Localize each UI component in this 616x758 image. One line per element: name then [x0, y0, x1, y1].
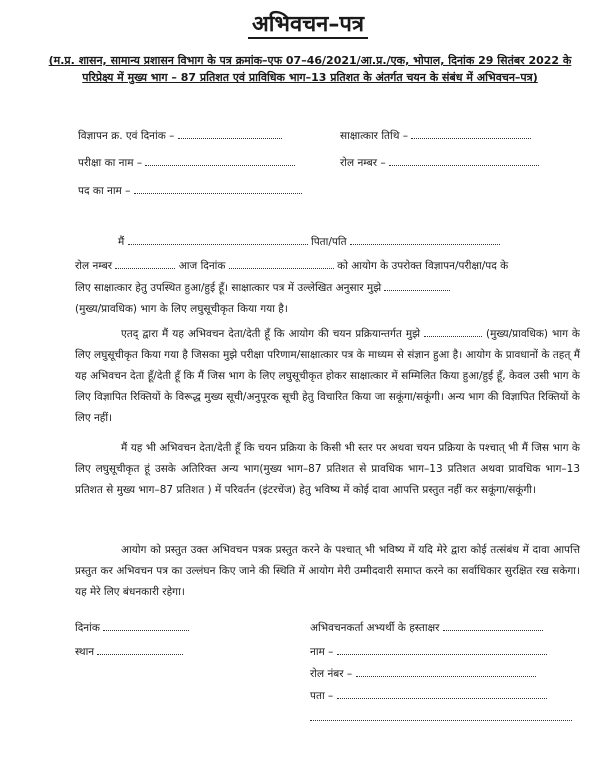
advt-field — [78, 128, 282, 143]
footer-roll — [310, 666, 536, 681]
intro-line-4: (मुख्य/प्रावधिक) भाग के लिए लघुसूचीकृत किया गया है। — [75, 303, 288, 315]
footer-address — [310, 688, 547, 703]
footer-address-blank[interactable] — [337, 688, 547, 699]
interview-date-blank[interactable] — [411, 128, 531, 139]
signature-label: अभिवचनकर्ता अभ्यर्थी के हस्ताक्षर — [310, 622, 440, 634]
paragraph-2: मैं यह भी अभिवचन देता/देती हूँ कि चयन प्रक्रिया के किसी भी स्तर पर अथवा चयन प्रक्रिया के पश्चात् भी मैं जिस भाग के लिए लघुसूचीकृत हूं उसके अतिरिक्त अन्य भाग(मुख्य भाग–87 प्रतिशत से प्रावधिक भाग–13 प्रतिशत अथवा प्रावधिक भाग–13 प्रतिशत से मुख्य भाग–87 प्रतिशत ) में परिवर्तन (इंटरचेंज) हेतु भविष्य में कोई दावा आपत्ति प्रस्तुत नहीं कर सकूंगा/सकूंगी। — [75, 442, 580, 496]
post-blank[interactable] — [134, 183, 302, 194]
footer-name-blank[interactable] — [337, 644, 547, 655]
part-blank[interactable] — [384, 280, 450, 291]
interview-date-label: साक्षात्कार तिथि – — [340, 130, 409, 142]
roll-label: रोल नम्बर – — [340, 157, 386, 169]
footer-name-label: नाम – — [310, 646, 334, 658]
footer-roll-blank[interactable] — [356, 666, 536, 677]
intro-line-3 — [75, 280, 450, 295]
paragraph-1 — [75, 324, 580, 429]
intro-line-2 — [75, 258, 508, 273]
exam-label: परीक्षा का नाम – — [78, 157, 143, 169]
i-label: मैं — [118, 236, 125, 248]
footer-place-blank[interactable] — [97, 644, 183, 655]
footer-date-label: दिनांक — [75, 622, 100, 634]
footer-address-blank-2[interactable] — [310, 710, 572, 721]
exam-blank[interactable] — [145, 155, 295, 166]
page-title: अभिवचन–पत्र — [0, 8, 616, 38]
footer-place — [75, 644, 183, 659]
paragraph-1-blank[interactable] — [424, 327, 482, 337]
post-field — [78, 183, 302, 198]
intro-line-1 — [118, 234, 500, 249]
today-label: आज दिनांक — [178, 260, 226, 272]
paragraph-1-rest: (मुख्य/प्रावधिक) भाग के लिए लघुसूचीकृत किया गया है जिसका मुझे परीक्षा परिणाम/साक्षात्कार पत्र के माध्यम से संज्ञान हुआ है। आयोग के प्रावधानों के तहत् मैं यह अभिवचन देता हूँ/देती हूँ कि मैं जिस भाग के लिए लघुसूचीकृत होकर साक्षात्कार में सम्मिलित किया हुआ/हुई हूँ, केवल उसी भाग के लिए विज्ञापित रिक्तियों के विरूद्ध मुख्य सूची/अनुपूरक सूची हेतु विचारित किया जा सकूंगा/सकूंगी। अन्य भाग की विज्ञापित रिक्तियों के लिए नहीं। — [75, 328, 580, 424]
page-subtitle: (म.प्र. शासन, सामान्य प्रशासन विभाग के पत्र क्रमांक–एफ 07–46/2021/आ.प्र./एक, भोपाल, दिनांक 29 सितंबर 2022 के परिप्रेक्ष्य में मुख्य भाग – 87 प्रतिशत एवं प्राविधिक भाग–13 प्रतिशत के अंतर्गत चयन के संबंध में अभिवचन–पत्र) — [48, 54, 572, 84]
advt-label: विज्ञापन क्र. एवं दिनांक – — [78, 130, 175, 142]
footer-date-blank[interactable] — [103, 620, 189, 631]
footer-date — [75, 620, 189, 635]
father-blank[interactable] — [350, 234, 500, 245]
footer-address-label: पता – — [310, 690, 334, 702]
exam-field — [78, 155, 295, 170]
interview-date-field — [340, 128, 531, 143]
footer-address-line-2 — [310, 710, 572, 724]
footer-name — [310, 644, 547, 659]
footer-place-label: स्थान — [75, 646, 95, 658]
footer-signature — [310, 620, 543, 635]
paragraph-1-lead: एतद् द्वारा मैं यह अभिवचन देता/देती हूँ कि आयोग की चयन प्रक्रियान्तर्गत मुझे — [121, 328, 421, 340]
roll-blank[interactable] — [389, 155, 539, 166]
today-blank[interactable] — [229, 258, 334, 269]
roll-label-2: रोल नम्बर — [75, 260, 113, 272]
post-label: पद का नाम – — [78, 185, 131, 197]
name-blank[interactable] — [128, 234, 308, 245]
intro-line-3-text: लिए साक्षात्कार हेतु उपस्थित हुआ/हुई हूँ। साक्षात्कार पत्र में उल्लेखित अनुसार मुझे — [75, 282, 382, 294]
advt-blank[interactable] — [178, 128, 282, 139]
signature-blank[interactable] — [443, 620, 543, 631]
intro-line-2-tail: को आयोग के उपरोक्त विज्ञापन/परीक्षा/पद के — [337, 260, 509, 272]
footer-roll-label: रोल नंबर – — [310, 668, 353, 680]
roll-field — [340, 155, 539, 170]
roll-blank-2[interactable] — [115, 258, 175, 269]
paragraph-3: आयोग को प्रस्तुत उक्त अभिवचन पत्रक प्रस्तुत करने के पश्चात् भी भविष्य में यदि मेरे द्वारा कोई तत्संबंध में दावा आपत्ति प्रस्तुत कर अभिवचन पत्र का उल्लंघन किए जाने की स्थिति में आयोग मेरी उम्मीदवारी समाप्त करने का सर्वाधिकार सुरक्षित रख सकेगा। यह मेरे लिए बंधनकारी रहेगा। — [75, 544, 580, 598]
father-label: पिता/पति — [310, 236, 347, 248]
